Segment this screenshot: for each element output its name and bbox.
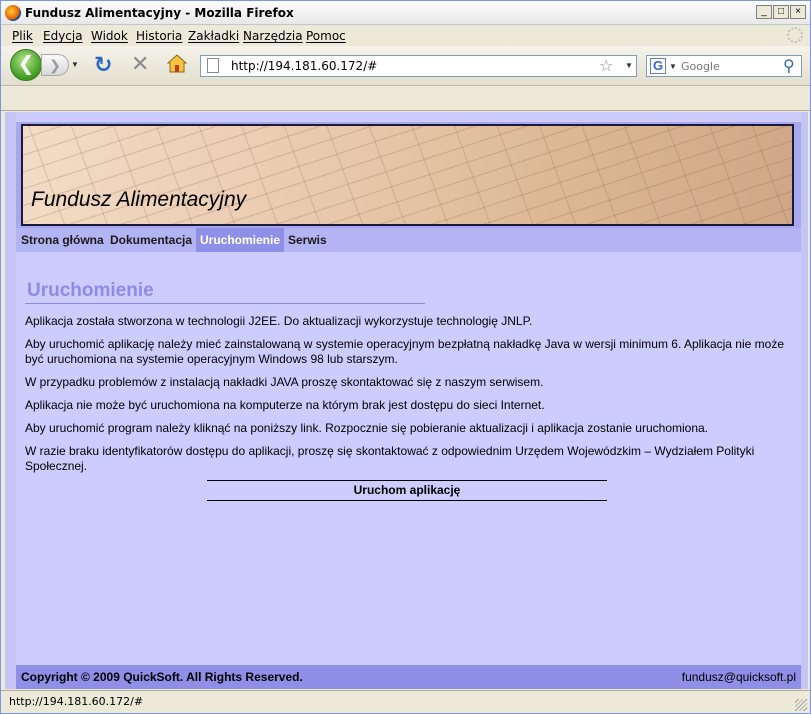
- back-button[interactable]: ❮: [10, 49, 42, 81]
- site-navigation: [16, 228, 801, 252]
- site-title: Fundusz Alimentacyjny: [31, 188, 247, 211]
- home-icon[interactable]: [166, 53, 188, 75]
- search-input[interactable]: [681, 58, 781, 74]
- launch-app-link[interactable]: Uruchom aplikację: [207, 480, 607, 501]
- nav-serwis[interactable]: Serwis: [288, 233, 327, 247]
- engine-dropdown-icon[interactable]: ▼: [669, 62, 677, 71]
- paragraph-technology: Aplikacja została stworzona w technologii J2EE. Do aktualizacji wykorzystuje technologię JNLP.: [25, 314, 533, 328]
- menu-pomoc[interactable]: Pomoc: [306, 29, 346, 43]
- paragraph-internet: Aplikacja nie może być uruchomiona na komputerze na którym brak jest dostępu do sieci Internet.: [25, 398, 545, 412]
- url-bar[interactable]: [200, 55, 637, 77]
- resize-grip-icon[interactable]: [795, 699, 807, 711]
- page-icon: [207, 58, 219, 73]
- stop-icon[interactable]: ✕: [131, 51, 150, 76]
- nav-uruchomienie[interactable]: Uruchomienie: [196, 228, 284, 252]
- menu-narzedzia[interactable]: Narzędzia: [243, 29, 303, 43]
- page-body: [16, 112, 801, 689]
- status-text: http://194.181.60.172/#: [9, 695, 144, 708]
- menu-widok[interactable]: Widok: [91, 29, 128, 43]
- menu-bar: [1, 25, 810, 46]
- page-viewport: [5, 112, 808, 689]
- paragraph-credentials: W razie braku identyfikatorów dostępu do aplikacji, proszę się skontaktować z odpowiednim Urzędem Wojewódzkim – Wydziałem Polityki Społecznej.: [25, 444, 755, 473]
- menu-plik[interactable]: Plik: [12, 29, 33, 43]
- nav-dokumentacja[interactable]: Dokumentacja: [110, 233, 193, 247]
- heading-divider: [25, 303, 425, 304]
- title-bar: [1, 1, 810, 25]
- firefox-icon: [5, 5, 21, 21]
- search-bar: [646, 55, 802, 77]
- paragraph-java-requirement: Aby uruchomić aplikację należy mieć zainstalowaną w systemie operacyjnym bezpłatną nakładkę Java w wersji minimum 6. Aplikacja nie może być uruchomiona na systemie operacyjnym Windows 98 lub starszym.: [25, 337, 784, 366]
- footer-email[interactable]: fundusz@quicksoft.pl: [681, 670, 796, 684]
- maximize-button[interactable]: □: [773, 5, 789, 19]
- google-icon[interactable]: G: [650, 58, 666, 74]
- paragraph-support: W przypadku problemów z instalacją nakładki JAVA proszę skontaktować się z naszym serwisem.: [25, 375, 544, 389]
- url-dropdown-icon[interactable]: ▼: [625, 61, 633, 70]
- throbber-icon: [787, 27, 803, 43]
- paragraph-launch-instructions: Aby uruchomić program należy kliknąć na poniższy link. Rozpocznie się pobieranie aktualizacji i aplikacja zostanie uruchomiona.: [25, 421, 709, 435]
- window-title: Fundusz Alimentacyjny - Mozilla Firefox: [25, 6, 294, 20]
- banner-image: [21, 124, 794, 226]
- navigation-toolbar: [1, 46, 810, 86]
- footer-copyright: Copyright © 2009 QuickSoft. All Rights Reserved.: [21, 670, 303, 684]
- bookmarks-toolbar: [1, 87, 810, 111]
- history-dropdown-icon[interactable]: ▼: [71, 60, 79, 69]
- bookmark-star-icon[interactable]: ☆: [599, 58, 614, 75]
- status-bar: [1, 690, 810, 713]
- menu-edycja[interactable]: Edycja: [43, 29, 83, 43]
- page-footer: [16, 665, 801, 689]
- minimize-button[interactable]: _: [756, 5, 772, 19]
- menu-zakladki[interactable]: Zakładki: [188, 29, 240, 43]
- reload-icon[interactable]: ↻: [94, 52, 113, 77]
- forward-button[interactable]: ❯: [41, 54, 69, 76]
- url-text[interactable]: http://194.181.60.172/#: [231, 59, 378, 73]
- search-go-icon[interactable]: ⚲: [783, 58, 795, 75]
- nav-strona-glowna[interactable]: Strona główna: [21, 233, 104, 247]
- menu-historia[interactable]: Historia: [136, 29, 183, 43]
- close-button[interactable]: ×: [790, 5, 806, 19]
- page-heading: Uruchomienie: [27, 280, 154, 301]
